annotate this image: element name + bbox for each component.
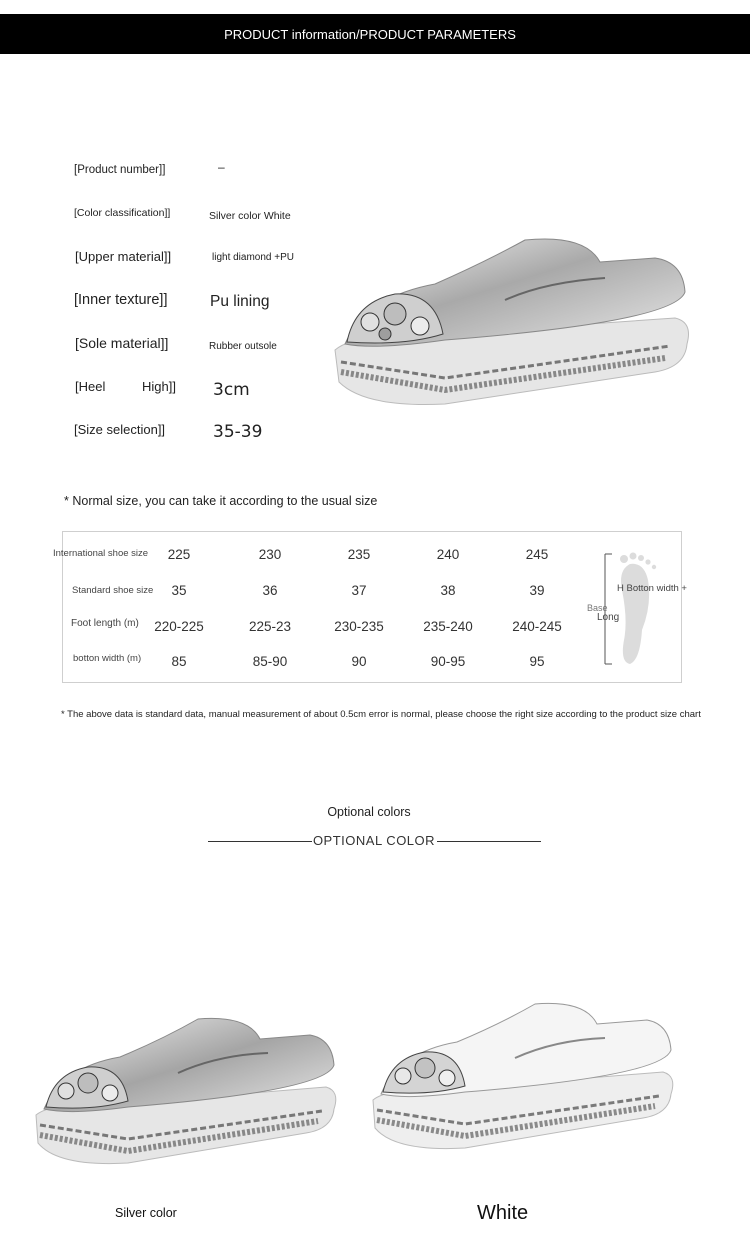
cell-foot-0: 220-225 xyxy=(154,619,204,634)
colors-subtitle: OPTIONAL COLOR xyxy=(312,833,436,848)
divider-left xyxy=(208,841,312,842)
cell-width-1: 85-90 xyxy=(252,654,288,669)
header-title: PRODUCT information/PRODUCT PARAMETERS xyxy=(224,27,516,42)
color-label-silver: Silver color xyxy=(115,1206,177,1220)
cell-std-4: 39 xyxy=(529,583,545,598)
param-label-size-selection: [Size selection]] xyxy=(74,422,166,437)
param-value-color-classification: Silver color White xyxy=(209,210,291,222)
cell-intl-3: 240 xyxy=(436,547,460,562)
cell-foot-2: 230-235 xyxy=(334,619,384,634)
product-image-main xyxy=(325,222,695,412)
cell-width-4: 95 xyxy=(529,654,545,669)
param-label-color-classification: [Color classification]] xyxy=(74,207,171,219)
param-value-sole-material: Rubber outsole xyxy=(209,341,277,352)
color-label-white: White xyxy=(477,1202,529,1224)
param-value-upper-material: light diamond +PU xyxy=(212,252,294,263)
param-value-inner-texture: Pu lining xyxy=(210,293,270,310)
cell-width-3: 90-95 xyxy=(430,654,466,669)
foot-diagram-base-label: Base xyxy=(587,603,608,613)
cell-foot-3: 235-240 xyxy=(423,619,473,634)
size-note: * Normal size, you can take it according to the usual size xyxy=(64,494,378,508)
param-label-inner-texture: [Inner texture]] xyxy=(74,292,168,308)
param-value-product-number: – xyxy=(218,160,225,174)
cell-intl-1: 230 xyxy=(258,547,282,562)
foot-diagram xyxy=(600,550,680,670)
cell-width-2: 90 xyxy=(351,654,367,669)
row-label-botton-width: botton width (m) xyxy=(73,653,142,664)
foot-diagram-width-label: H Botton width + xyxy=(617,583,687,594)
cell-foot-1: 225-23 xyxy=(248,619,292,634)
cell-foot-4: 240-245 xyxy=(512,619,562,634)
param-label-heel-b: High]] xyxy=(142,379,176,394)
divider-right xyxy=(437,841,541,842)
cell-intl-4: 245 xyxy=(525,547,549,562)
cell-std-0: 35 xyxy=(171,583,187,598)
row-label-standard: Standard shoe size xyxy=(72,585,154,596)
cell-std-1: 36 xyxy=(262,583,278,598)
param-label-upper-material: [Upper material]] xyxy=(75,249,172,264)
param-value-size-selection: 35-39 xyxy=(213,422,263,442)
disclaimer: * The above data is standard data, manual measurement of about 0.5cm error is normal, please choose the right size according to the product size chart xyxy=(61,709,701,720)
cell-std-3: 38 xyxy=(440,583,456,598)
param-value-heel: 3cm xyxy=(213,380,250,400)
row-label-foot-length: Foot length (m) xyxy=(71,618,139,629)
param-label-sole-material: [Sole material]] xyxy=(75,335,169,351)
colors-title: Optional colors xyxy=(327,805,411,819)
row-label-international: International shoe size xyxy=(53,548,149,559)
cell-std-2: 37 xyxy=(351,583,367,598)
cell-intl-0: 225 xyxy=(167,547,191,562)
param-label-heel-a: [Heel xyxy=(75,379,106,394)
cell-width-0: 85 xyxy=(171,654,187,669)
product-image-silver xyxy=(28,1005,340,1170)
product-image-white xyxy=(365,990,677,1155)
cell-intl-2: 235 xyxy=(347,547,371,562)
param-label-product-number: [Product number]] xyxy=(74,164,166,176)
foot-diagram-long-label: Long xyxy=(597,612,620,623)
